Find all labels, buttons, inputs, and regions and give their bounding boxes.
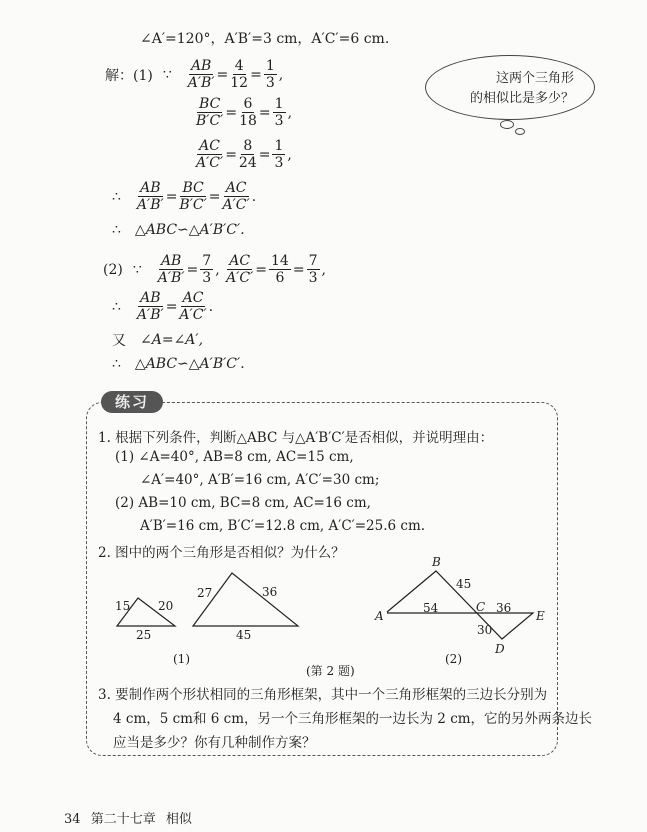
point-label: C	[476, 600, 486, 614]
numerator: 14	[271, 253, 289, 269]
numerator: 1	[274, 96, 284, 112]
therefore-symbol: ∴	[112, 222, 121, 238]
therefore-symbol: ∴	[112, 298, 121, 315]
denominator: 3	[202, 270, 212, 286]
numerator: AC	[182, 290, 204, 306]
numerator: AB	[140, 180, 161, 196]
because-symbol: ∵	[162, 66, 172, 83]
conclusion-text: △ABC∽△A′B′C′.	[134, 356, 245, 372]
given-line: ∠A′=120°，A′B′=3 cm，A′C′=6 cm.	[140, 31, 390, 47]
numerator: 8	[243, 138, 253, 154]
question-1b-line2: A′B′=16 cm, B′C′=12.8 cm, A′C′=25.6 cm.	[140, 518, 426, 534]
question-3-line2: 4 cm，5 cm和 6 cm，另一个三角形框架的一边长为 2 cm，它的另外两条边长	[113, 711, 593, 727]
point-label: D	[495, 642, 505, 656]
numerator: AB	[140, 290, 161, 306]
ratio-equality-2: ∴ $\frac{AB}{A'B'}$ = $\frac{AC}{A'C'}$ .	[112, 290, 214, 323]
numerator: AC	[199, 138, 220, 154]
denominator: 3	[265, 75, 275, 91]
side-label: 45	[456, 577, 472, 591]
thought-bubble	[425, 55, 595, 120]
question-2: 2. 图中的两个三角形是否相似？为什么？	[98, 545, 345, 561]
side-label: 30	[477, 623, 493, 637]
point-label: B	[432, 555, 441, 569]
numerator: 1	[265, 58, 275, 74]
figure-group-caption: (第 2 题)	[306, 664, 355, 678]
side-label: 45	[236, 628, 252, 642]
denominator: 18	[239, 113, 257, 129]
because-symbol: ∵	[132, 261, 142, 278]
bubble-line: 这两个三角形	[495, 71, 574, 86]
numerator: BC	[199, 96, 221, 112]
denominator: 3	[308, 270, 318, 286]
numerator: AC	[229, 253, 251, 269]
numerator: 7	[308, 253, 318, 269]
denominator: A′C′	[196, 155, 224, 171]
denominator: A′C′	[179, 307, 207, 323]
side-label: 25	[136, 628, 152, 642]
numerator: AB	[190, 58, 212, 74]
practice-badge: 练习	[101, 391, 163, 413]
numerator: 6	[243, 96, 253, 112]
denominator: A′B′	[136, 307, 164, 323]
also-label: 又	[112, 333, 126, 349]
side-label: 36	[262, 585, 278, 599]
denominator: 3	[274, 113, 284, 129]
solution-ratio-3: $\frac{AC}{A'C'}$ = $\frac{8}{24}$ = $\frac{1}{3}$ ,	[196, 138, 292, 171]
page-number: 34	[64, 812, 81, 827]
ratio-equality: ∴ $\frac{AB}{A'B'}$ = $\frac{BC}{B'C'}$ = $\frac{AC}{A'C'}$ .	[112, 180, 257, 213]
side-label: 54	[423, 601, 439, 615]
figure-caption: (2)	[445, 652, 462, 666]
chapter-title: 相似	[165, 812, 192, 827]
bubble-dot	[515, 128, 525, 135]
denominator: A′B′	[136, 197, 164, 213]
angle-text: ∠A=∠A′,	[140, 332, 204, 348]
denominator: A′B′	[187, 75, 215, 91]
side-label: 36	[496, 601, 512, 615]
numerator: AB	[160, 253, 182, 269]
bubble-line: 的相似比是多少？	[469, 91, 574, 106]
question-3-line3: 应当是多少？你有几种制作方案？	[113, 735, 316, 751]
conclusion-text: △ABC∽△A′B′C′.	[134, 222, 245, 238]
side-label: 20	[158, 599, 174, 613]
denominator: A′B′	[157, 270, 185, 286]
page-footer	[64, 808, 198, 827]
question-1a-line2: ∠A′=40°, A′B′=16 cm, A′C′=30 cm;	[140, 472, 380, 488]
point-label: A	[375, 609, 384, 623]
question-1b-line1: (2) AB=10 cm, BC=8 cm, AC=16 cm,	[115, 495, 371, 511]
bubble-dot	[500, 120, 514, 129]
numerator: 7	[202, 253, 212, 269]
denominator: A′C′	[222, 197, 250, 213]
point-label: E	[536, 609, 545, 623]
solution-ratio-2: $\frac{BC}{B'C'}$ = $\frac{6}{18}$ = $\frac{1}{3}$ ,	[196, 96, 293, 129]
question-1a-line1: (1) ∠A=40°, AB=8 cm, AC=15 cm,	[115, 449, 354, 465]
figure-caption: (1)	[173, 652, 190, 666]
solution-label: 解：(1)	[105, 67, 153, 84]
therefore-symbol: ∴	[112, 356, 121, 372]
denominator: 6	[275, 270, 285, 286]
numerator: AC	[225, 180, 247, 196]
numerator: 1	[274, 138, 284, 154]
part-2-ratios: (2) ∵ $\frac{AB}{A'B'}$ = $\frac{7}{3}$ , $\frac{AC}{A'C'}$ = $\frac{14}{6}$ = $\frac{7}{3}$ ,	[103, 253, 326, 286]
question-2-figures	[90, 550, 560, 680]
solution-ratio-1: 解：(1) ∵ $\frac{AB}{A'B'}$ = $\frac{4}{12}$ = $\frac{1}{3}$ ,	[105, 58, 284, 91]
question-3-line1: 3. 要制作两个形状相同的三角形框架，其中一个三角形框架的三边长分别为	[98, 687, 548, 703]
numerator: BC	[182, 180, 204, 196]
side-label: 15	[115, 599, 131, 613]
denominator: 24	[238, 155, 257, 171]
numerator: 4	[234, 58, 244, 74]
side-label: 27	[197, 586, 213, 600]
question-1: 1. 根据下列条件，判断△ABC 与△A′B′C′是否相似，并说明理由：	[98, 430, 494, 446]
denominator: A′C′	[226, 270, 254, 286]
denominator: B′C′	[179, 197, 207, 213]
chapter-label: 第二十七章	[90, 812, 156, 827]
conclusion-1	[112, 222, 245, 238]
denominator: 3	[274, 155, 284, 171]
part-2-label: (2)	[103, 261, 123, 278]
therefore-symbol: ∴	[112, 188, 121, 205]
conclusion-2	[112, 356, 245, 372]
angle-equality	[112, 330, 203, 350]
denominator: 12	[230, 75, 249, 91]
denominator: B′C′	[196, 113, 224, 129]
